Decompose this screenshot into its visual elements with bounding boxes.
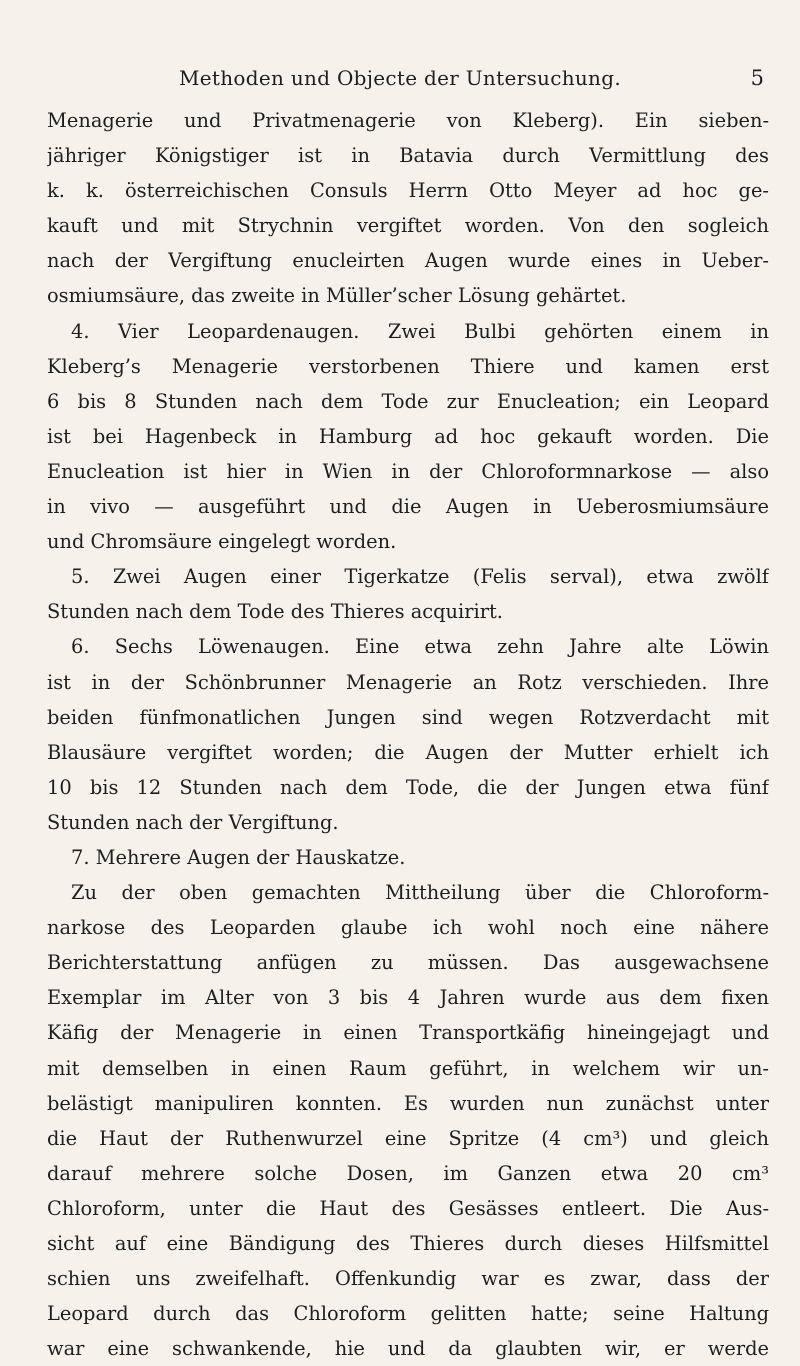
body-text	[47, 103, 769, 1366]
text-line: in vivo — ausgeführt und die Augen in Ueberosmiumsäure	[47, 495, 769, 519]
page-number: 5	[750, 66, 764, 90]
text-line: und Chromsäure eingelegt worden.	[47, 530, 397, 554]
text-line: 6 bis 8 Stunden nach dem Tode zur Enucleation; ein Leopard	[47, 389, 769, 413]
text-line: die Haut der Ruthenwurzel eine Spritze (4 cm³) und gleich	[47, 1126, 769, 1150]
text-line: narkose des Leoparden glaube ich wohl noch eine nähere	[47, 916, 769, 940]
text-line: Leopard durch das Chloroform gelitten hatte; seine Haltung	[47, 1302, 769, 1326]
text-line: darauf mehrere solche Dosen, im Ganzen etwa 20 cm³	[47, 1161, 769, 1185]
text-line: 5. Zwei Augen einer Tigerkatze (Felis serval), etwa zwölf	[71, 565, 769, 589]
text-line: sicht auf eine Bändigung des Thieres durch dieses Hilfsmittel	[47, 1232, 769, 1255]
text-line: 6. Sechs Löwenaugen. Eine etwa zehn Jahre alte Löwin	[71, 635, 769, 659]
text-line: Berichterstattung anfügen zu müssen. Das ausgewachsene	[47, 951, 769, 975]
text-line: ist in der Schönbrunner Menagerie an Rotz verschieden. Ihre	[47, 670, 769, 694]
text-line: beiden fünfmonatlichen Jungen sind wegen Rotzverdacht mit	[47, 705, 769, 729]
text-line: schien uns zweifelhaft. Offenkundig war es zwar, dass der	[47, 1267, 769, 1291]
text-line: jähriger Königstiger ist in Batavia durch Vermittlung des	[47, 144, 769, 168]
text-line: Blausäure vergiftet worden; die Augen der Mutter erhielt ich	[47, 740, 769, 764]
text-line: Chloroform, unter die Haut des Gesässes entleert. Die Aus-	[47, 1196, 769, 1220]
text-line: mit demselben in einen Raum geführt, in welchem wir un-	[47, 1056, 769, 1080]
text-line: belästigt manipuliren konnten. Es wurden nun zunächst unter	[47, 1091, 769, 1115]
text-line: kauft und mit Strychnin vergiftet worden. Von den sogleich	[47, 214, 769, 238]
text-line: Menagerie und Privatmenagerie von Kleberg). Ein sieben-	[47, 109, 769, 132]
text-line: Enucleation ist hier in Wien in der Chloroformnarkose — also	[47, 459, 769, 483]
text-line: Stunden nach der Vergiftung.	[47, 810, 339, 834]
running-title: Methoden und Objecte der Untersuchung.	[178, 66, 621, 90]
text-line: Exemplar im Alter von 3 bis 4 Jahren wurde aus dem fixen	[47, 986, 769, 1010]
text-line: 4. Vier Leopardenaugen. Zwei Bulbi gehörten einem in	[71, 319, 769, 343]
text-line: Stunden nach dem Tode des Thieres acquirirt.	[47, 600, 503, 624]
text-line: nach der Vergiftung enucleirten Augen wurde eines in Ueber-	[47, 249, 769, 273]
text-line: Käfig der Menagerie in einen Transportkäfig hineingejagt und	[47, 1021, 769, 1045]
text-line: 7. Mehrere Augen der Hauskatze.	[71, 845, 406, 869]
running-header	[0, 66, 800, 96]
text-line: Kleberg’s Menagerie verstorbenen Thiere und kamen erst	[47, 354, 769, 378]
text-line: Zu der oben gemachten Mittheilung über die Chloroform-	[71, 881, 769, 905]
text-line: ist bei Hagenbeck in Hamburg ad hoc gekauft worden. Die	[47, 424, 769, 448]
text-line: 10 bis 12 Stunden nach dem Tode, die der Jungen etwa fünf	[47, 775, 769, 799]
text-line: war eine schwankende, hie und da glaubten wir, er werde	[47, 1337, 769, 1361]
text-line: k. k. österreichischen Consuls Herrn Otto Meyer ad hoc ge-	[47, 179, 769, 203]
text-line: osmiumsäure, das zweite in Müller’scher Lösung gehärtet.	[47, 284, 627, 308]
